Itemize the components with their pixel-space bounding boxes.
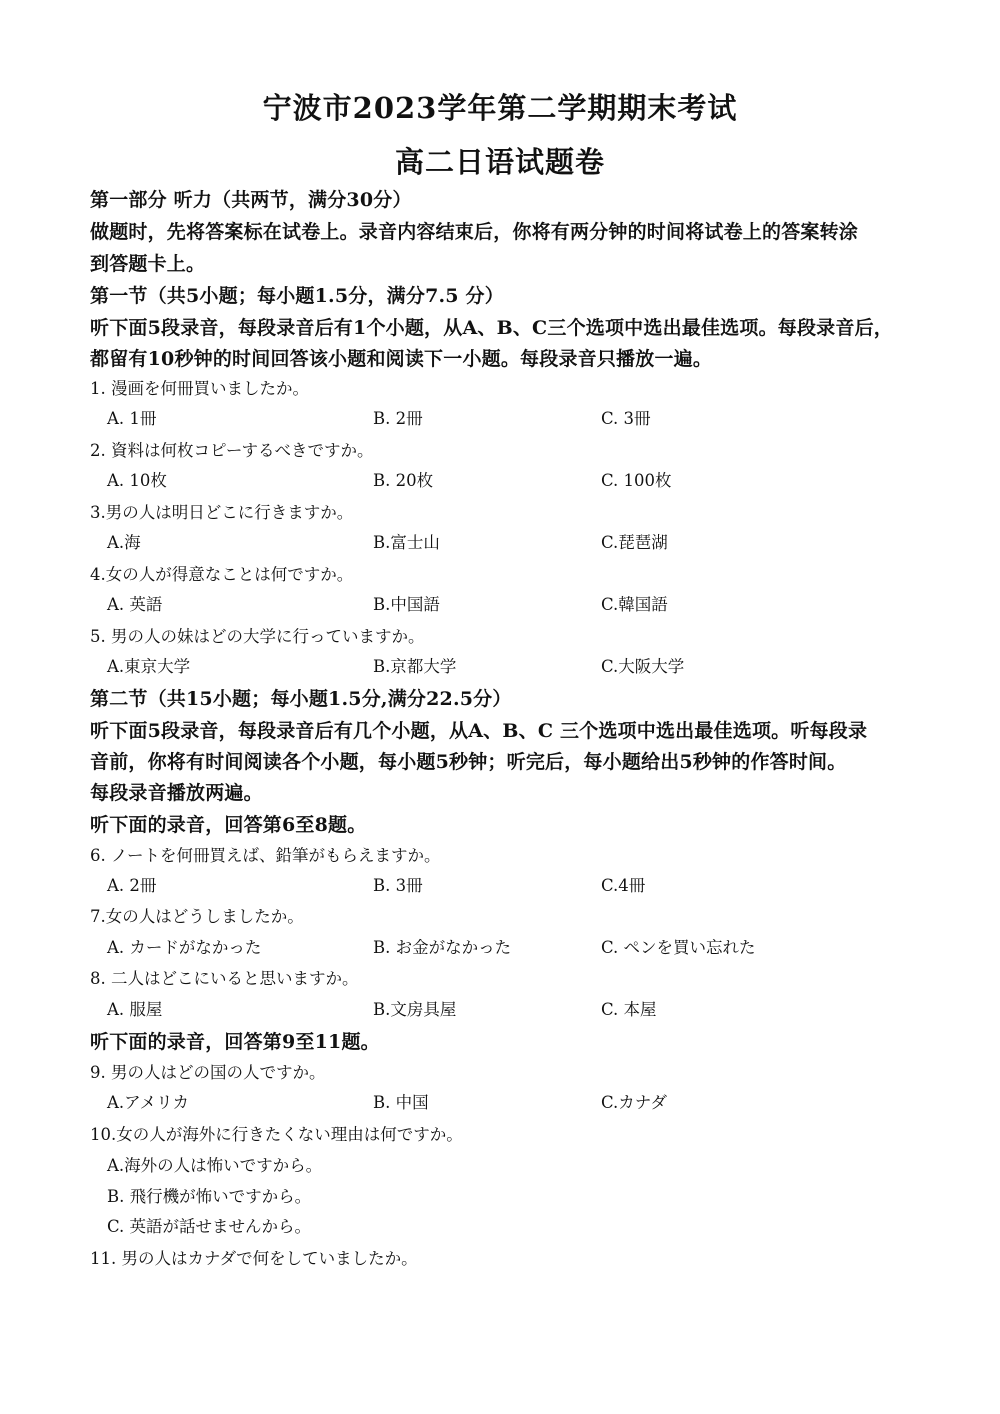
section2-heading: 第二节（共15小题；每小题1.5分,满分22.5分） <box>90 688 512 710</box>
q3-option-b: B.富士山 <box>373 533 440 552</box>
q10-option-b: B. 飛行機が怖いですから。 <box>107 1187 312 1206</box>
section2-instructions-line1: 听下面5段录音，每段录音后有几个小题，从A、B、C 三个选项中选出最佳选项。听每段录 <box>90 720 868 742</box>
section2-instructions-line3: 每段录音播放两遍。 <box>90 782 263 804</box>
listen-heading-9-11: 听下面的录音，回答第9至11题。 <box>90 1031 380 1053</box>
q2-option-a: A. 10枚 <box>107 471 167 490</box>
page-title: 宁波市2023学年第二学期期末考试 <box>262 91 738 125</box>
q6-option-a: A. 2冊 <box>107 876 157 895</box>
q2-option-c: C. 100枚 <box>601 471 672 490</box>
q5-option-a: A.東京大学 <box>107 657 191 676</box>
part1-instructions-line1: 做题时，先将答案标在试卷上。录音内容结束后，你将有两分钟的时间将试卷上的答案转涂 <box>90 221 859 243</box>
section1-instructions-line2: 都留有10秒钟的时间回答该小题和阅读下一小题。每段录音只播放一遍。 <box>90 348 713 370</box>
q5-option-c: C.大阪大学 <box>601 657 685 676</box>
part1-heading: 第一部分 听力（共两节，满分30分） <box>90 189 412 211</box>
q1-option-b: B. 2冊 <box>373 409 423 428</box>
q4-option-c: C.韓国語 <box>601 595 668 614</box>
q9-option-c: C.カナダ <box>601 1093 667 1112</box>
q2-option-b: B. 20枚 <box>373 471 434 490</box>
q10-option-a: A.海外の人は怖いですから。 <box>107 1156 323 1175</box>
question-4: 4.女の人が得意なことは何ですか。 <box>90 565 354 584</box>
question-3: 3.男の人は明日どこに行きますか。 <box>90 503 354 522</box>
section1-heading: 第一节（共5小题；每小题1.5分，满分7.5 分） <box>90 285 504 307</box>
question-6: 6. ノートを何冊買えば、鉛筆がもらえますか。 <box>90 846 441 865</box>
question-7: 7.女の人はどうしましたか。 <box>90 907 304 926</box>
q3-option-c: C.琵琶湖 <box>601 533 668 552</box>
listen-heading-6-8: 听下面的录音，回答第6至8题。 <box>90 814 367 836</box>
q4-option-a: A. 英語 <box>107 595 163 614</box>
q7-option-b: B. お金がなかった <box>373 938 512 957</box>
q8-option-a: A. 服屋 <box>107 1000 163 1019</box>
q10-option-c: C. 英語が話せませんから。 <box>107 1217 312 1236</box>
question-10: 10.女の人が海外に行きたくない理由は何ですか。 <box>90 1125 463 1144</box>
q8-option-b: B.文房具屋 <box>373 1000 457 1019</box>
q6-option-c: C.4冊 <box>601 876 646 895</box>
q7-option-c: C. ペンを買い忘れた <box>601 938 756 957</box>
q6-option-b: B. 3冊 <box>373 876 423 895</box>
q9-option-b: B. 中国 <box>373 1093 429 1112</box>
page-subtitle: 高二日语试题卷 <box>394 145 605 179</box>
q7-option-a: A. カードがなかった <box>107 938 262 957</box>
section1-instructions-line1: 听下面5段录音，每段录音后有1个小题，从A、B、C三个选项中选出最佳选项。每段录音后， <box>90 317 893 339</box>
question-9: 9. 男の人はどの国の人ですか。 <box>90 1063 326 1082</box>
q9-option-a: A.アメリカ <box>107 1093 190 1112</box>
question-8: 8. 二人はどこにいると思いますか。 <box>90 969 359 988</box>
part1-instructions-line2: 到答题卡上。 <box>90 253 206 275</box>
question-5: 5. 男の人の妹はどの大学に行っていますか。 <box>90 627 425 646</box>
q3-option-a: A.海 <box>107 533 141 552</box>
q8-option-c: C. 本屋 <box>601 1000 657 1019</box>
section2-instructions-line2: 音前，你将有时间阅读各个小题，每小题5秒钟；听完后，每小题给出5秒钟的作答时间。 <box>90 751 847 773</box>
question-11: 11. 男の人はカナダで何をしていましたか。 <box>90 1249 418 1268</box>
q4-option-b: B.中国語 <box>373 595 440 614</box>
q5-option-b: B.京都大学 <box>373 657 457 676</box>
q1-option-a: A. 1冊 <box>107 409 157 428</box>
q1-option-c: C. 3冊 <box>601 409 651 428</box>
question-2: 2. 資料は何枚コピーするべきですか。 <box>90 441 374 460</box>
question-1: 1. 漫画を何冊買いましたか。 <box>90 379 309 398</box>
